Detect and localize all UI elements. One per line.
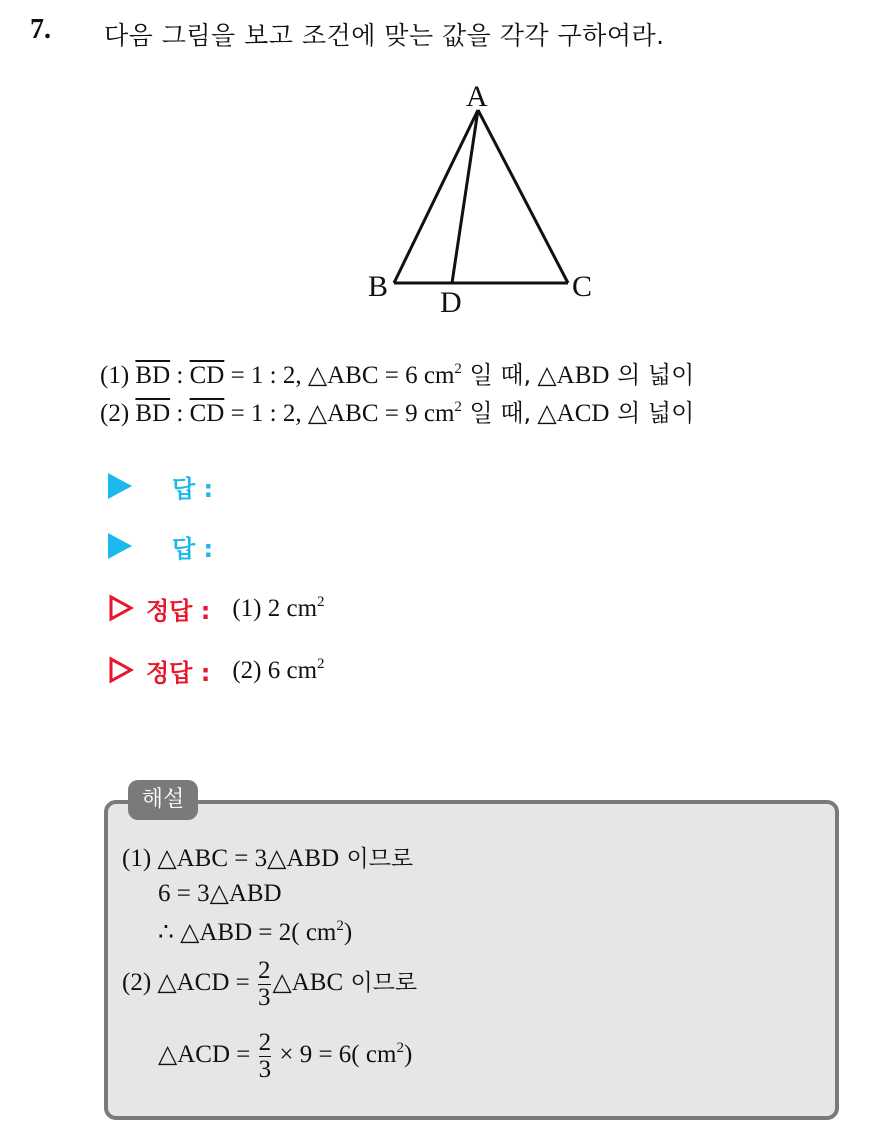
solution-line-3-b: ) <box>343 919 353 946</box>
label-c: C <box>572 270 593 303</box>
solution-line-4 <box>122 958 417 1011</box>
answer-key-value-text: (1) 2 cm <box>232 594 318 622</box>
fraction <box>258 958 271 1011</box>
exponent: 2 <box>454 361 462 377</box>
condition-2-prefix: (2) <box>100 400 130 427</box>
outline-arrow-icon <box>108 594 134 622</box>
condition-2-kr2: 의 넓이 <box>609 399 695 427</box>
fraction-denominator: 3 <box>258 1056 272 1083</box>
segment-bd: $\overline{BD}$ <box>135 400 171 427</box>
exponent: 2 <box>396 1040 404 1057</box>
condition-2-kr: 일 때, <box>461 399 532 427</box>
solution-line-5-a: △ACD = <box>158 1041 257 1069</box>
solution-line-1-math: (1) △ABC = 3△ABD <box>122 845 340 872</box>
solution-line-5-b: × 9 = 6( cm <box>273 1041 397 1069</box>
answer-row-1[interactable] <box>108 466 213 506</box>
solution-line-2: 6 = 3△ABD <box>158 880 282 907</box>
outline-arrow-icon <box>108 656 134 684</box>
answer-key-label: 정답 : <box>146 658 211 687</box>
segment-bd: $\overline{BD}$ <box>135 362 171 389</box>
fraction <box>259 1030 272 1083</box>
exponent: 2 <box>317 593 325 610</box>
triangle-figure <box>360 78 610 318</box>
condition-1 <box>100 355 694 390</box>
condition-1-kr: 일 때, <box>461 361 532 389</box>
solution-line-4-kr: 이므로 <box>343 970 418 997</box>
fraction-denominator: 3 <box>258 984 271 1011</box>
solution-line-1 <box>122 840 413 873</box>
condition-2-eq: = 1 : 2, △ABC = 9 cm <box>224 400 455 427</box>
solution-line-5 <box>158 1030 412 1083</box>
answer-key-label: 정답 : <box>146 596 211 625</box>
segment-cd: $\overline{CD}$ <box>189 400 225 427</box>
ratio-colon: : <box>176 400 190 427</box>
segment-cd: $\overline{CD}$ <box>189 362 225 389</box>
answer-key-row-1 <box>108 588 325 628</box>
condition-1-kr2: 의 넓이 <box>609 361 695 389</box>
answer-key-value <box>232 594 324 623</box>
play-arrow-icon <box>108 473 132 499</box>
side-ac <box>478 110 568 283</box>
answer-label: 답 : <box>172 474 214 503</box>
question-number: 7. <box>30 14 51 45</box>
answer-key-value <box>232 656 324 685</box>
answer-row-2[interactable] <box>108 526 213 566</box>
exponent: 2 <box>336 918 344 934</box>
solution-line-3-a: ∴ △ABD = 2( cm <box>158 919 337 946</box>
condition-1-prefix: (1) <box>100 362 130 389</box>
exponent: 2 <box>317 655 325 672</box>
solution-tag: 해설 <box>128 780 198 820</box>
answer-label: 답 : <box>172 534 214 563</box>
solution-line-1-kr: 이므로 <box>339 846 414 872</box>
condition-1-tail: △ABD <box>531 362 610 389</box>
answer-key-value-text: (2) 6 cm <box>232 656 318 684</box>
label-d: D <box>440 286 462 318</box>
label-b: B <box>368 270 389 303</box>
label-a: A <box>466 80 488 113</box>
condition-2 <box>100 393 694 428</box>
question-text: 다음 그림을 보고 조건에 맞는 값을 각각 구하여라. <box>104 21 665 50</box>
fraction-numerator: 2 <box>258 1029 272 1056</box>
play-arrow-icon <box>108 533 132 559</box>
condition-2-tail: △ACD <box>531 400 610 427</box>
solution-line-4-a: (2) △ACD = <box>122 969 257 997</box>
exponent: 2 <box>454 399 462 415</box>
fraction-numerator: 2 <box>258 957 271 984</box>
condition-1-eq: = 1 : 2, △ABC = 6 cm <box>224 362 455 389</box>
solution-line-3 <box>158 917 352 947</box>
solution-line-5-c: ) <box>403 1041 413 1069</box>
solution-line-4-b: △ABC <box>272 969 344 997</box>
answer-key-row-2 <box>108 650 325 690</box>
ratio-colon: : <box>176 362 190 389</box>
